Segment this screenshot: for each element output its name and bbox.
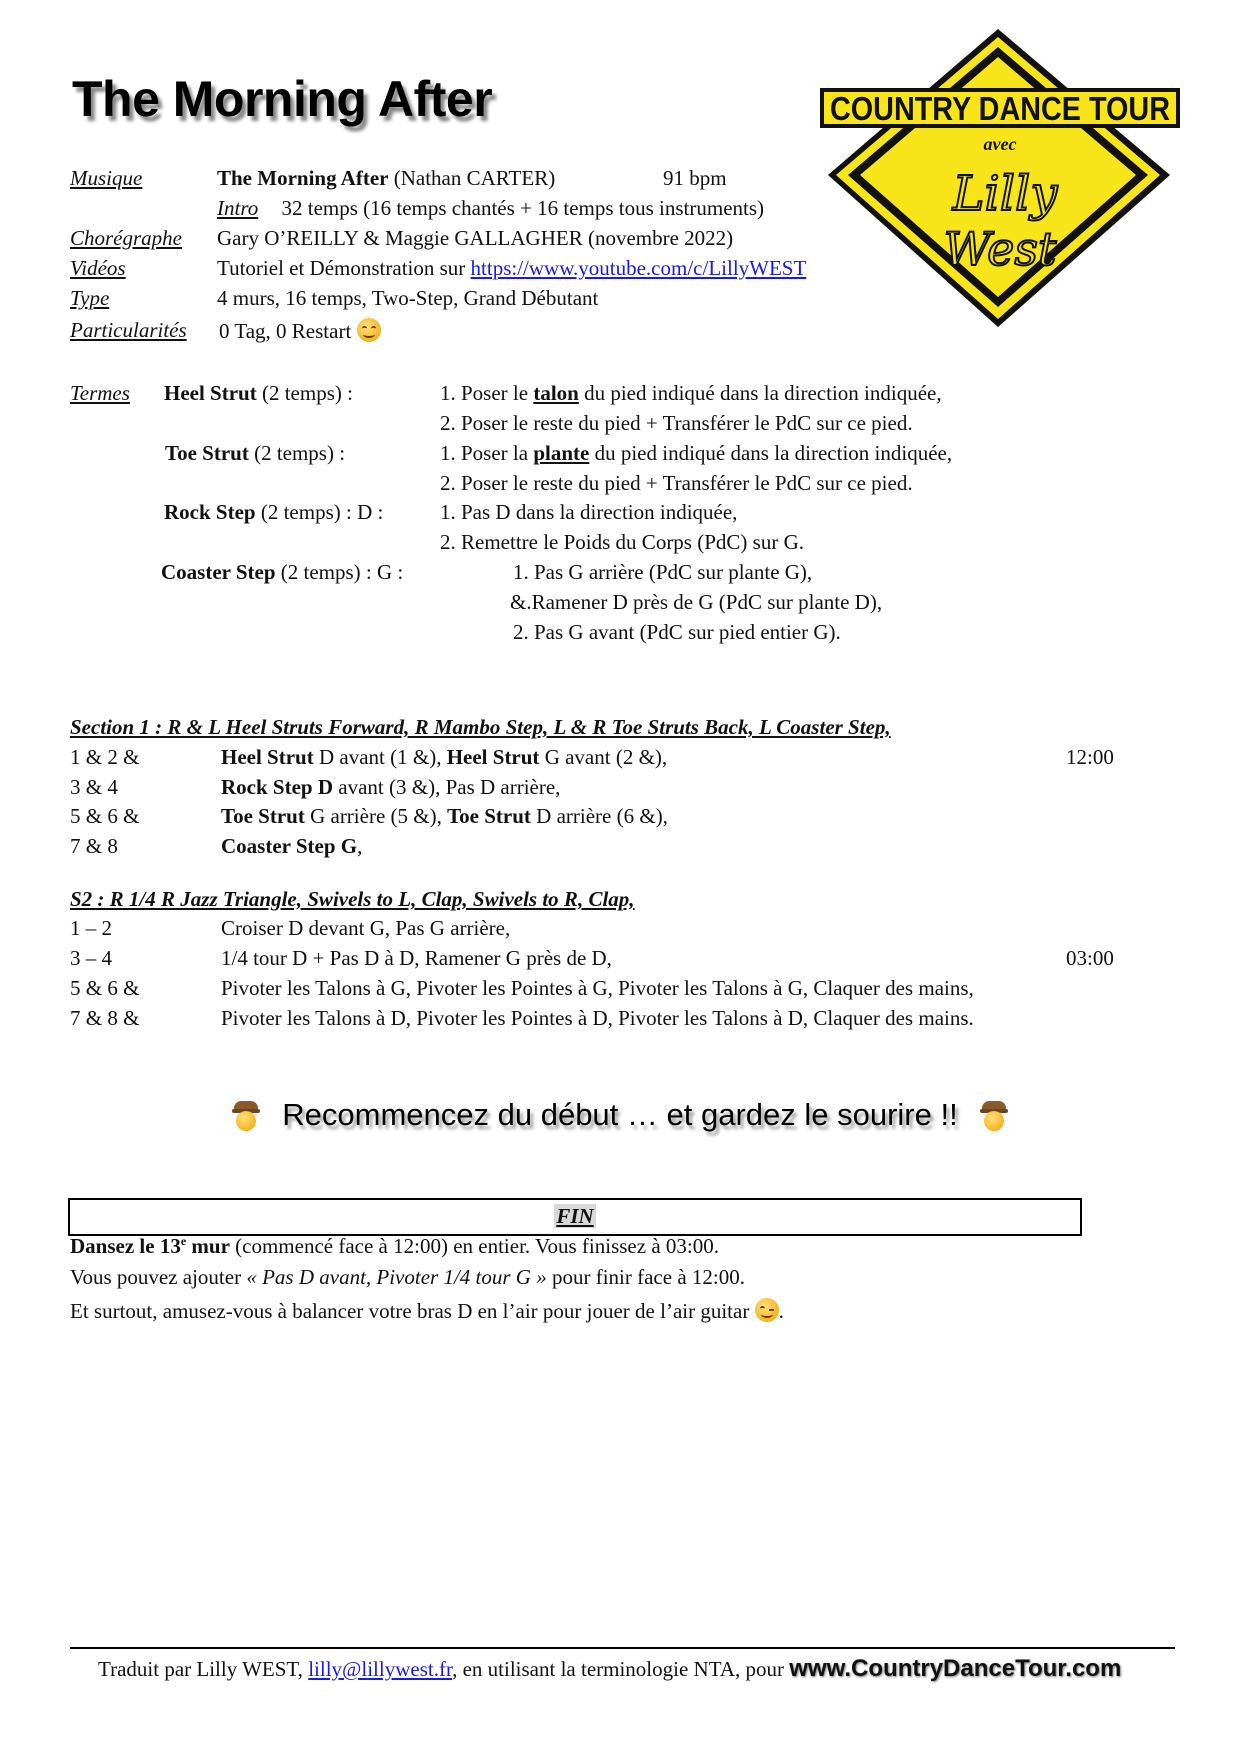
song-title: The Morning After: [217, 166, 389, 190]
step-counts: 3 & 4: [70, 774, 118, 799]
term-emphasis: plante: [533, 441, 590, 465]
term-name: Rock Step: [164, 500, 256, 524]
term-toe-strut: [165, 441, 345, 466]
choregraphe-value: Gary O’REILLY & Maggie GALLAGHER (novembre 2022): [217, 226, 734, 250]
choregraphe-label: Chorégraphe: [70, 226, 182, 250]
step-text: G arrière (5 &),: [304, 804, 448, 828]
youtube-link[interactable]: https://www.youtube.com/c/LillyWEST: [470, 256, 807, 280]
logo-lilly-text: Lilly: [952, 166, 1058, 222]
fin-line1: [70, 1234, 719, 1259]
musique-value: [217, 166, 555, 191]
step-counts: 1 – 2: [70, 916, 112, 940]
song-artist: (Nathan CARTER): [393, 166, 556, 190]
logo-banner-text: COUNTRY DANCE TOUR: [830, 90, 1171, 127]
page-title: The Morning After: [72, 71, 493, 127]
term-coaster-step-line2: &.Ramener D près de G (PdC sur plante D),: [510, 590, 883, 614]
step-description: [221, 775, 560, 800]
term-toe-strut-line2: 2. Poser le reste du pied + Transférer le PdC sur ce pied.: [440, 471, 913, 495]
step-name: Rock Step D: [221, 774, 334, 799]
smiling-face-icon: [357, 318, 381, 342]
section1-wall: 12:00: [1066, 745, 1114, 769]
logo-avec-text: avec: [983, 134, 1017, 154]
section1-heading: Section 1 : R & L Heel Struts Forward, R Mambo Step, L & R Toe Struts Back, L Coaster Step,: [70, 715, 891, 739]
term-name: Toe Strut: [165, 441, 249, 465]
fin-text: pour finir face à 12:00.: [546, 1265, 745, 1289]
step-description: Pivoter les Talons à G, Pivoter les Pointes à G, Pivoter les Talons à G, Claquer des mains,: [221, 976, 974, 1000]
type-label: Type: [70, 286, 110, 310]
videos-prefix: Tutoriel et Démonstration sur: [217, 256, 466, 280]
intro-row: [217, 196, 764, 221]
step-description: Croiser D devant G, Pas G arrière,: [221, 916, 511, 940]
footer-text: Traduit par Lilly WEST,: [98, 1657, 309, 1681]
step-name: Coaster Step G: [221, 833, 358, 858]
term-heel-strut-line1: [440, 381, 942, 406]
intro-value: 32 temps (16 temps chantés + 16 temps tous instruments): [281, 196, 765, 220]
step-text: D arrière (6 &),: [530, 804, 668, 828]
step-name: Heel Strut: [221, 745, 314, 769]
step-description: Pivoter les Talons à D, Pivoter les Pointes à D, Pivoter les Talons à D, Claquer des mains.: [221, 1006, 974, 1030]
bpm-value: 91 bpm: [663, 166, 727, 190]
footer-divider: [70, 1647, 1175, 1649]
section2-heading: S2 : R 1/4 R Jazz Triangle, Swivels to L, Clap, Swivels to R, Clap,: [70, 887, 635, 911]
musique-label: Musique: [70, 166, 143, 190]
footer: [98, 1655, 1121, 1683]
term-heel-strut-line2: 2. Poser le reste du pied + Transférer le PdC sur ce pied.: [440, 411, 913, 435]
footer-text: , en utilisant la terminologie NTA, pour: [452, 1657, 790, 1681]
videos-label: Vidéos: [70, 256, 126, 280]
step-counts: 5 & 6 &: [70, 804, 140, 828]
fin-superscript: e: [180, 1234, 187, 1248]
winking-face-icon: [755, 1298, 779, 1322]
particularites-label: Particularités: [70, 318, 187, 342]
recommence-text: Recommencez du début … et gardez le sourire !!: [282, 1097, 958, 1132]
section2-wall: 03:00: [1066, 946, 1114, 970]
email-link[interactable]: lilly@lillywest.fr: [308, 1657, 453, 1681]
cowboy-face-icon: [980, 1101, 1008, 1131]
step-description: 1/4 tour D + Pas D à D, Ramener G près de D,: [221, 946, 612, 970]
term-suffix: (2 temps) :: [254, 441, 346, 465]
step-text: G avant (2 &),: [539, 745, 668, 769]
term-suffix: (2 temps) :: [261, 381, 353, 405]
step-counts: 3 – 4: [70, 946, 112, 970]
fin-bold: Dansez le 13: [70, 1234, 181, 1258]
fin-italic: « Pas D avant, Pivoter 1/4 tour G »: [246, 1265, 547, 1289]
step-name: Heel Strut: [446, 745, 540, 769]
term-rock-step: [164, 500, 383, 525]
fin-box: [68, 1198, 1082, 1236]
cowboy-face-icon: [232, 1101, 260, 1131]
step-text: D avant (1 &),: [313, 745, 447, 769]
step-text: avant (3 &), Pas D arrière,: [333, 774, 561, 799]
step-text: ,: [357, 833, 363, 858]
step-description: [221, 804, 668, 829]
term-toe-strut-line1: [440, 441, 952, 466]
intro-label: Intro: [217, 196, 259, 220]
step-counts: 7 & 8 &: [70, 1006, 140, 1030]
logo-west-text: West: [943, 222, 1057, 276]
fin-line3: [70, 1298, 784, 1324]
fin-text: (commencé face à 12:00) en entier. Vous finissez à 03:00.: [229, 1234, 719, 1258]
term-coaster-step: [161, 560, 403, 585]
term-suffix: (2 temps) : D :: [260, 500, 384, 524]
site-url[interactable]: www.CountryDanceTour.com: [789, 1655, 1122, 1682]
term-heel-strut: [164, 381, 353, 406]
particularites-value: [219, 318, 381, 344]
step-counts: 1 & 2 &: [70, 745, 140, 769]
term-text: 1. Poser la: [440, 441, 529, 465]
fin-label-text: FIN: [556, 1204, 594, 1228]
step-counts: 7 & 8: [70, 833, 118, 858]
term-name: Heel Strut: [164, 381, 257, 405]
fin-label: [70, 1204, 1080, 1229]
term-suffix: (2 temps) : G :: [280, 560, 404, 584]
termes-label: Termes: [70, 381, 130, 405]
type-value: 4 murs, 16 temps, Two-Step, Grand Débutant: [217, 286, 599, 310]
term-text: 1. Poser le: [440, 381, 529, 405]
recommence-banner: [0, 1097, 1240, 1133]
term-text: du pied indiqué dans la direction indiquée,: [594, 441, 953, 465]
particularites-text: 0 Tag, 0 Restart: [219, 319, 352, 343]
step-name: Toe Strut: [221, 804, 305, 828]
videos-value: [217, 256, 806, 281]
term-name: Coaster Step: [161, 560, 276, 584]
term-text: du pied indiqué dans la direction indiquée,: [584, 381, 942, 405]
term-coaster-step-line1: 1. Pas G arrière (PdC sur plante G),: [513, 560, 813, 584]
step-description: [221, 834, 362, 859]
fin-text: Et surtout, amusez-vous à balancer votre bras D en l’air pour jouer de l’air guitar: [70, 1299, 750, 1323]
fin-text: Vous pouvez ajouter: [70, 1265, 247, 1289]
step-description: [221, 745, 667, 770]
term-rock-step-line1: 1. Pas D dans la direction indiquée,: [440, 500, 738, 524]
step-name: Toe Strut: [447, 804, 531, 828]
term-coaster-step-line3: 2. Pas G avant (PdC sur pied entier G).: [513, 620, 841, 644]
fin-line2: [70, 1265, 745, 1290]
fin-bold: mur: [186, 1234, 230, 1258]
term-emphasis: talon: [533, 381, 579, 405]
fin-text: .: [778, 1299, 784, 1323]
term-rock-step-line2: 2. Remettre le Poids du Corps (PdC) sur G.: [440, 530, 804, 554]
country-dance-tour-logo: [820, 25, 1180, 335]
step-counts: 5 & 6 &: [70, 976, 140, 1000]
